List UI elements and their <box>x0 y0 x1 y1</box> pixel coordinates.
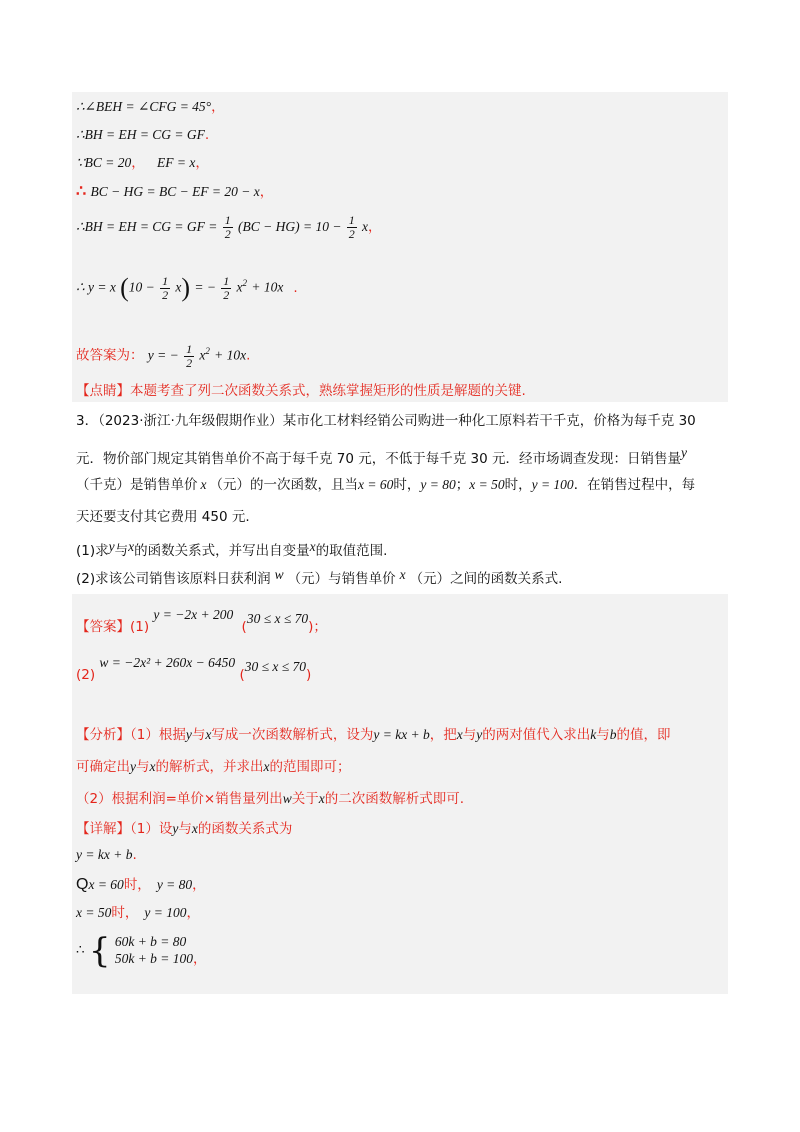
system-equations: 60k + b = 80 50k + b = 100， <box>114 934 207 967</box>
problem-line-1: 3．（2023·浙江·九年级假期作业）某市化工材料经销公司购进一种化工原料若干千克，价格为每千克 30 <box>76 413 696 429</box>
problem-line-3: （千克）是销售单价 x （元）的一次函数，且当x = 60时，y = 80；x = 50时，y = 100．在销售过程中，每 <box>76 477 696 493</box>
step-difference: ∴ BC − HG = BC − EF = 20 − x， <box>76 181 274 200</box>
question-2: (2)求该公司销售该原料日获利润 w （元）与销售单价 x （元）之间的函数关系式. <box>76 567 563 587</box>
step-angle-equal: ∴∠BEH = ∠CFG = 45°， <box>76 99 225 115</box>
question-1: (1)求y与x的函数关系式，并写出自变量x的取值范围. <box>76 539 388 559</box>
detail-line-4: x = 50时， y = 100， <box>76 905 200 921</box>
analysis-line-1: 【分析】（1）根据y与x写成一次函数解析式，设为y = kx + b，把x与y的两对值代入求出k与b的值，即 <box>76 727 671 743</box>
detail-line-3: Qx = 60时， y = 80， <box>76 876 206 893</box>
fraction-half-3: $\frac{1}{2}$ <box>162 273 169 302</box>
answer-part-2: (2) w = −2x² + 260x − 6450 (30 ≤ x ≤ 70) <box>76 655 312 683</box>
step-half: ∴BH = EH = CG = GF = $\frac{1}{2}$ (BC − HG) = 10 − $\frac{1}{2}$ x， <box>76 213 382 241</box>
comment-note: 【点睛】本题考查了列二次函数关系式，熟练掌握矩形的性质是解题的关键. <box>76 383 526 399</box>
answer-part-1: 【答案】(1) y = −2x + 200 (30 ≤ x ≤ 70)； <box>76 607 327 635</box>
fraction-half-2: $\frac{1}{2}$ <box>348 213 355 241</box>
step-segments-equal: ∴BH = EH = CG = GF. <box>76 127 210 143</box>
fraction-half-5: $\frac{1}{2}$ <box>186 341 193 370</box>
detail-line-1: 【详解】（1）设y与x的函数关系式为 <box>76 821 293 837</box>
step-given: ∵BC = 20， EF = x， <box>76 155 209 171</box>
problem-line-4: 天还要支付其它费用 450 元. <box>76 509 250 525</box>
detail-line-2: y = kx + b. <box>76 847 137 863</box>
analysis-line-2: 可确定出y与x的解析式，并求出x的范围即可； <box>76 759 351 775</box>
equation-system: ∴ { 60k + b = 80 50k + b = 100， <box>76 930 207 971</box>
final-answer: 故答案为： y = − $\frac{1}{2}$ $x^2 + 10x$. <box>76 341 251 370</box>
analysis-line-3: （2）根据利润=单价×销售量列出w关于x的二次函数解析式即可. <box>76 791 465 807</box>
paren-left: ( <box>120 273 129 302</box>
left-brace: { <box>88 930 111 971</box>
paren-right: ) <box>181 273 191 302</box>
step-function: ∴ y = x (10 − $\frac{1}{2}$ x) = − $\frac{1}{2}$ $x^2 + 10x$ . <box>76 273 298 302</box>
fraction-half: $\frac{1}{2}$ <box>224 213 231 241</box>
fraction-half-4: $\frac{1}{2}$ <box>223 273 230 302</box>
problem-line-2: 元．物价部门规定其销售单价不高于每千克 70 元，不低于每千克 30 元．经市场调查发现：日销售量y <box>76 445 688 467</box>
